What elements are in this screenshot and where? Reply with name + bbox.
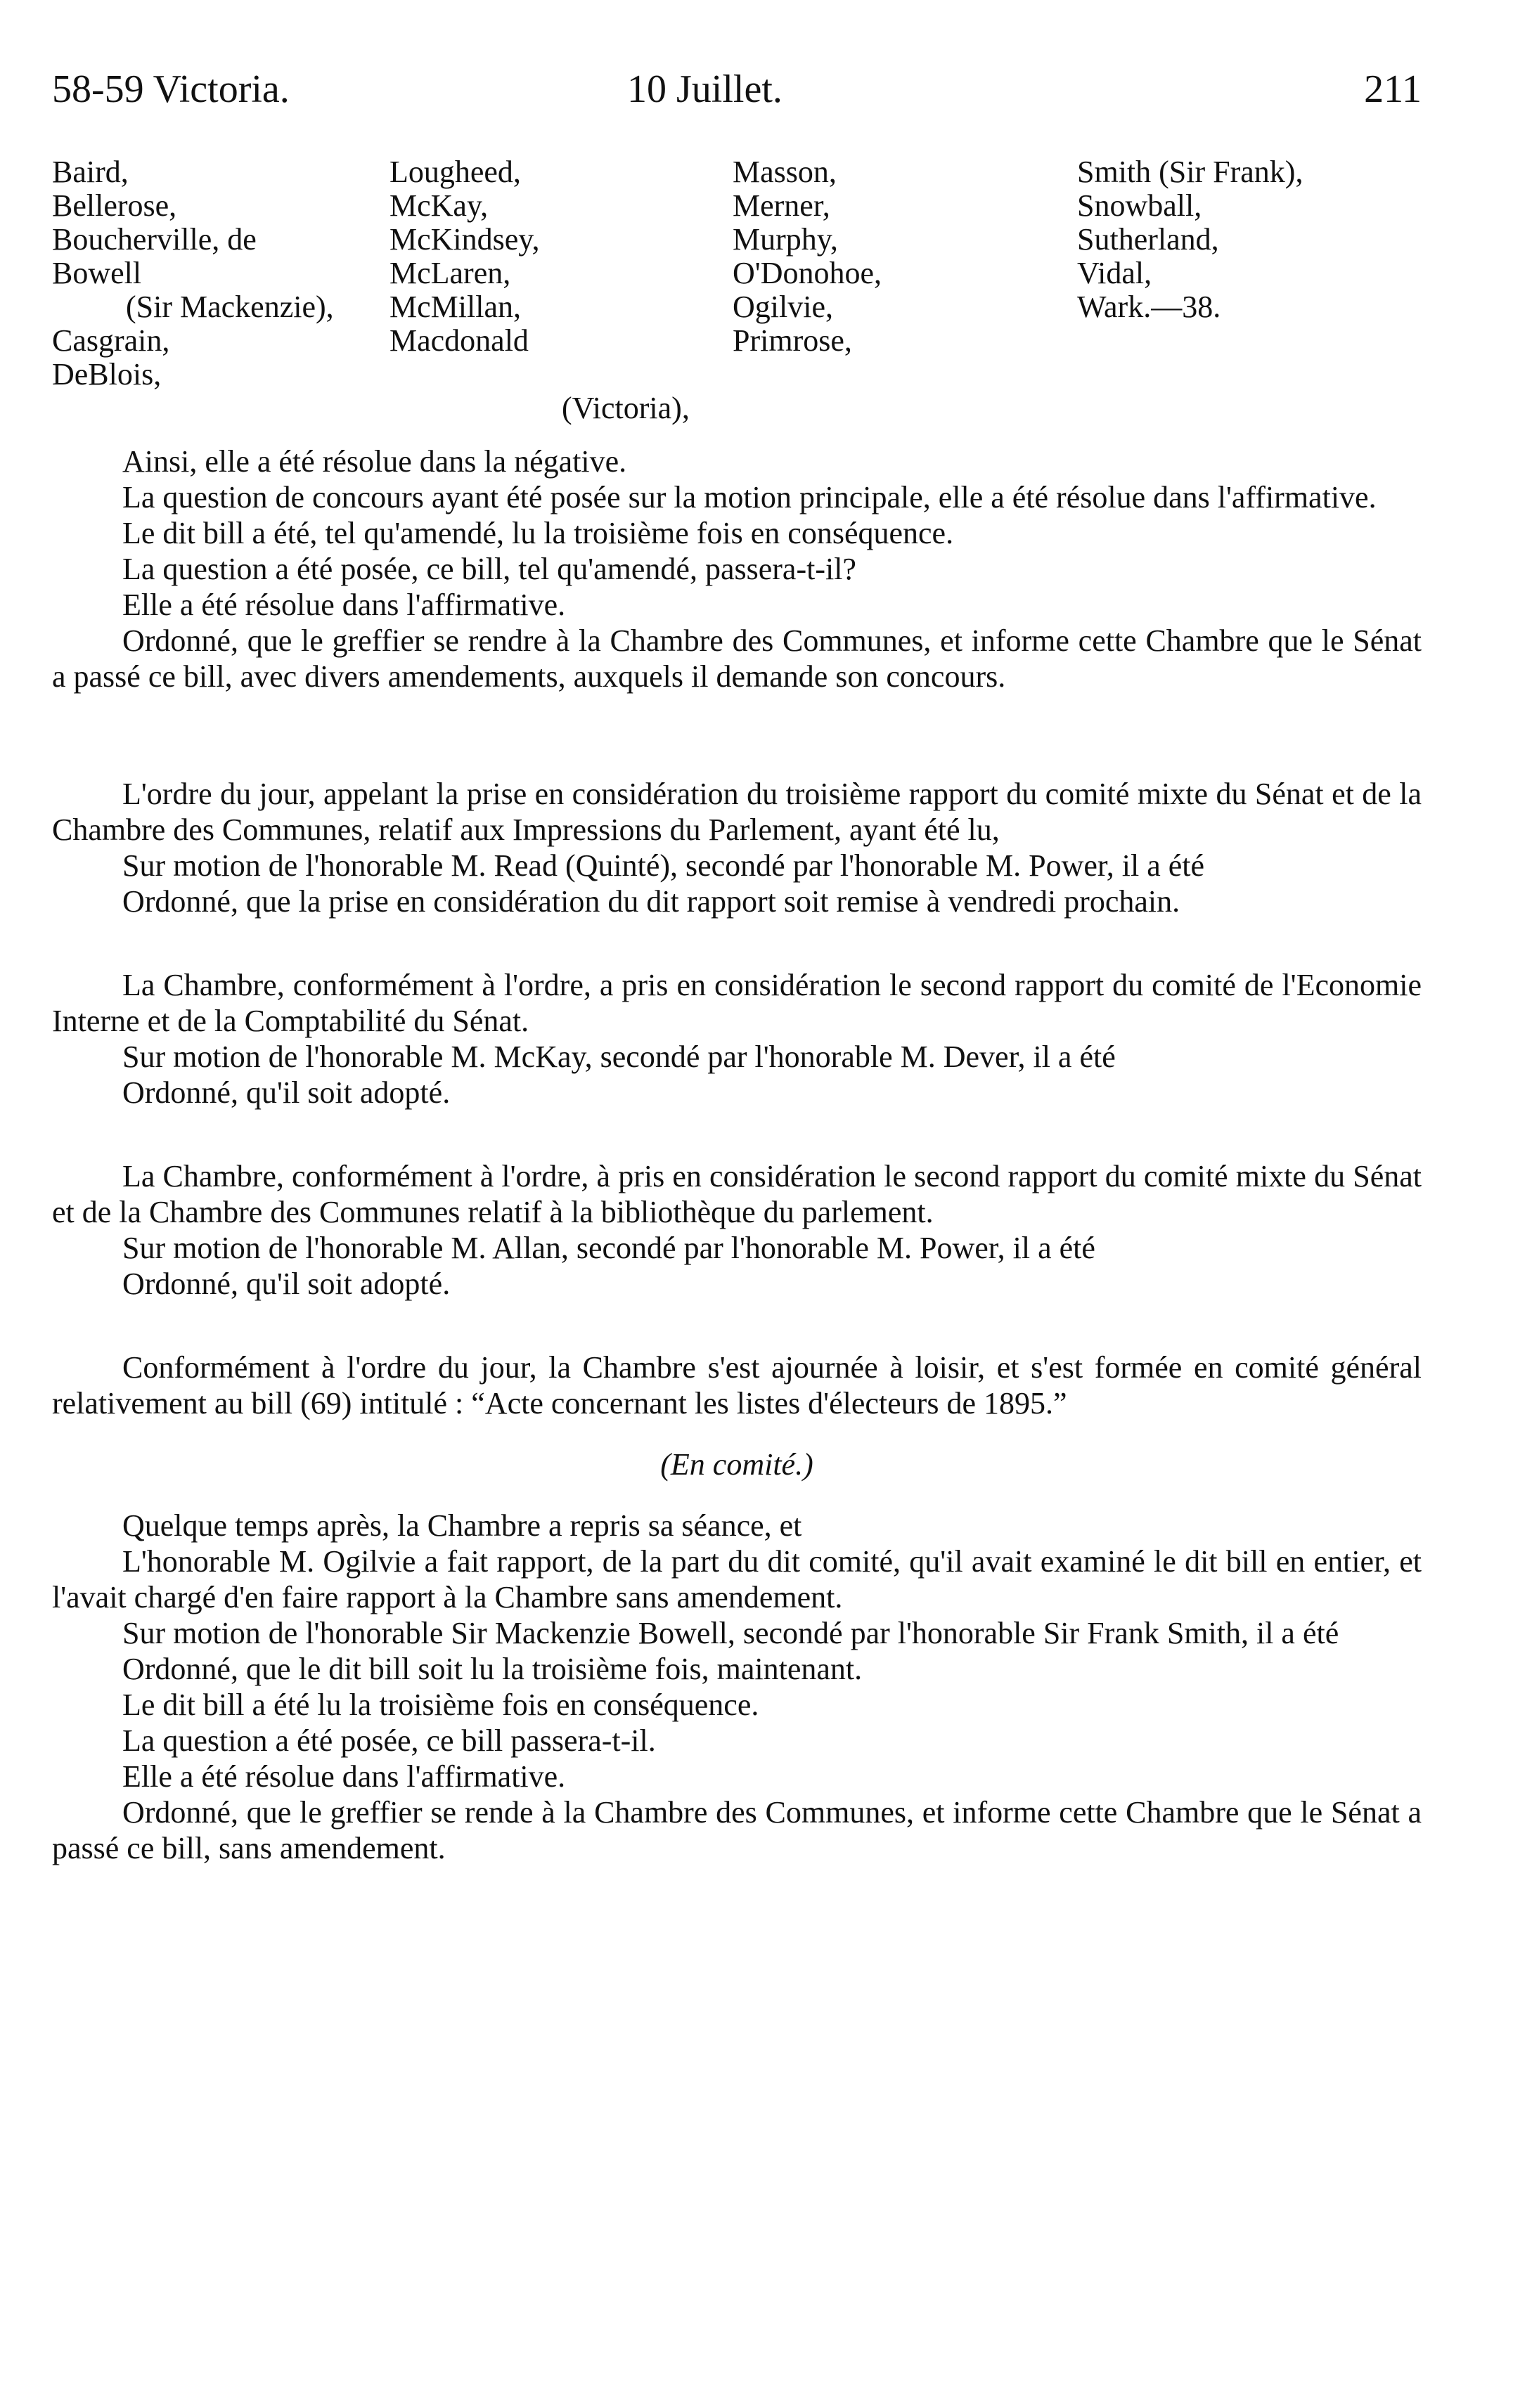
paragraph: Sur motion de l'honorable Sir Mackenzie Bowell, secondé par l'honorable Sir Frank Smith, il a été: [122, 1616, 1339, 1650]
name-entry: McKay,: [389, 188, 489, 223]
name-entry: McMillan,: [389, 290, 521, 324]
paragraph: Le dit bill a été, tel qu'amendé, lu la troisième fois en conséquence.: [122, 516, 954, 550]
document-body: [52, 444, 1422, 1866]
name-entry: Sutherland,: [1077, 222, 1219, 257]
section-gap: [52, 1111, 1422, 1158]
names-column-3: [733, 155, 882, 358]
paragraph: Elle a été résolue dans l'affirmative.: [122, 1759, 566, 1794]
name-entry: Snowball,: [1077, 188, 1202, 223]
section-gap: [52, 1482, 1422, 1508]
name-entry: Vidal,: [1077, 256, 1152, 290]
names-column-1: [52, 155, 334, 391]
name-entry: Masson,: [733, 155, 837, 189]
section-gap: [52, 694, 1422, 776]
header-session: 58-59 Victoria.: [52, 67, 290, 111]
name-entry: Wark.—38.: [1077, 290, 1221, 324]
paragraph: La Chambre, conformément à l'ordre, a pris en considération le second rapport du comité de l'Economie Interne et de la Comptabilité du Sénat.: [52, 968, 1422, 1038]
name-entry: McLaren,: [389, 256, 511, 290]
page-number: 211: [1364, 67, 1422, 111]
name-entry: (Sir Mackenzie),: [126, 290, 334, 324]
name-entry: Primrose,: [733, 323, 852, 358]
name-entry: Macdonald: [389, 323, 529, 358]
page-header: [52, 67, 1422, 123]
paragraph: Sur motion de l'honorable M. McKay, secondé par l'honorable M. Dever, il a été: [122, 1040, 1116, 1074]
header-date: 10 Juillet.: [627, 67, 783, 111]
committee-heading: (En comité.): [660, 1447, 813, 1482]
paragraph: Conformément à l'ordre du jour, la Chambre s'est ajournée à loisir, et s'est formée en comité général relativement au bill (69) intitulé : “Acte concernant les listes d'électeurs de 1895.”: [52, 1350, 1422, 1420]
name-entry: Merner,: [733, 188, 830, 223]
paragraph: Ordonné, que le dit bill soit lu la troisième fois, maintenant.: [122, 1652, 863, 1686]
name-entry: Smith (Sir Frank),: [1077, 155, 1303, 189]
name-entry: Lougheed,: [389, 155, 521, 189]
name-entry: Murphy,: [733, 222, 838, 257]
paragraph: Ordonné, que le greffier se rendre à la Chambre des Communes, et informe cette Chambre que le Sénat a passé ce bill, avec divers amendements, auxquels il demande son concours.: [52, 623, 1422, 694]
document-page: [52, 67, 1422, 2386]
paragraph: Ordonné, qu'il soit adopté.: [122, 1267, 451, 1301]
paragraph: La question a été posée, ce bill passera-t-il.: [122, 1723, 656, 1758]
paragraph: Ordonné, qu'il soit adopté.: [122, 1075, 451, 1110]
name-entry: DeBlois,: [52, 357, 162, 391]
name-entry: Bellerose,: [52, 188, 177, 223]
section-gap: [52, 919, 1422, 967]
name-entry: Ogilvie,: [733, 290, 833, 324]
paragraph: Elle a été résolue dans l'affirmative.: [122, 588, 566, 622]
paragraph: Ainsi, elle a été résolue dans la négative.: [122, 444, 627, 479]
section-gap: [52, 1302, 1422, 1349]
names-column-2: [389, 155, 539, 358]
paragraph: La question a été posée, ce bill, tel qu'amendé, passera-t-il?: [122, 552, 856, 586]
paragraph: Ordonné, que le greffier se rende à la Chambre des Communes, et informe cette Chambre que le Sénat a passé ce bill, sans amendement.: [52, 1795, 1422, 1865]
paragraph: La Chambre, conformément à l'ordre, à pris en considération le second rapport du comité mixte du Sénat et de la Chambre des Communes relatif à la bibliothèque du parlement.: [52, 1159, 1422, 1229]
section-gap: [52, 1421, 1422, 1446]
name-entry: Baird,: [52, 155, 129, 189]
name-entry: O'Donohoe,: [733, 256, 882, 290]
vote-names-list: [52, 155, 1422, 444]
name-entry: Boucherville, de: [52, 222, 257, 257]
paragraph: Ordonné, que la prise en considération du dit rapport soit remise à vendredi prochain.: [122, 884, 1180, 919]
name-entry: Casgrain,: [52, 323, 170, 358]
paragraph: Quelque temps après, la Chambre a repris sa séance, et: [122, 1508, 802, 1543]
paragraph: Le dit bill a été lu la troisième fois en conséquence.: [122, 1688, 759, 1722]
paragraph: Sur motion de l'honorable M. Allan, secondé par l'honorable M. Power, il a été: [122, 1231, 1095, 1265]
paragraph: Sur motion de l'honorable M. Read (Quinté), secondé par l'honorable M. Power, il a été: [122, 848, 1205, 883]
names-column-4: [1077, 155, 1303, 324]
name-entry-victoria: (Victoria),: [562, 391, 690, 425]
paragraph: La question de concours ayant été posée sur la motion principale, elle a été résolue dans l'affirmative.: [122, 480, 1377, 514]
paragraph: L'honorable M. Ogilvie a fait rapport, de la part du dit comité, qu'il avait examiné le dit bill en entier, et l'avait chargé d'en faire rapport à la Chambre sans amendement.: [52, 1544, 1422, 1614]
paragraph: L'ordre du jour, appelant la prise en considération du troisième rapport du comité mixte du Sénat et de la Chambre des Communes, relatif aux Impressions du Parlement, ayant été lu,: [52, 777, 1422, 847]
name-entry: Bowell: [52, 256, 142, 290]
name-entry: McKindsey,: [389, 222, 540, 257]
